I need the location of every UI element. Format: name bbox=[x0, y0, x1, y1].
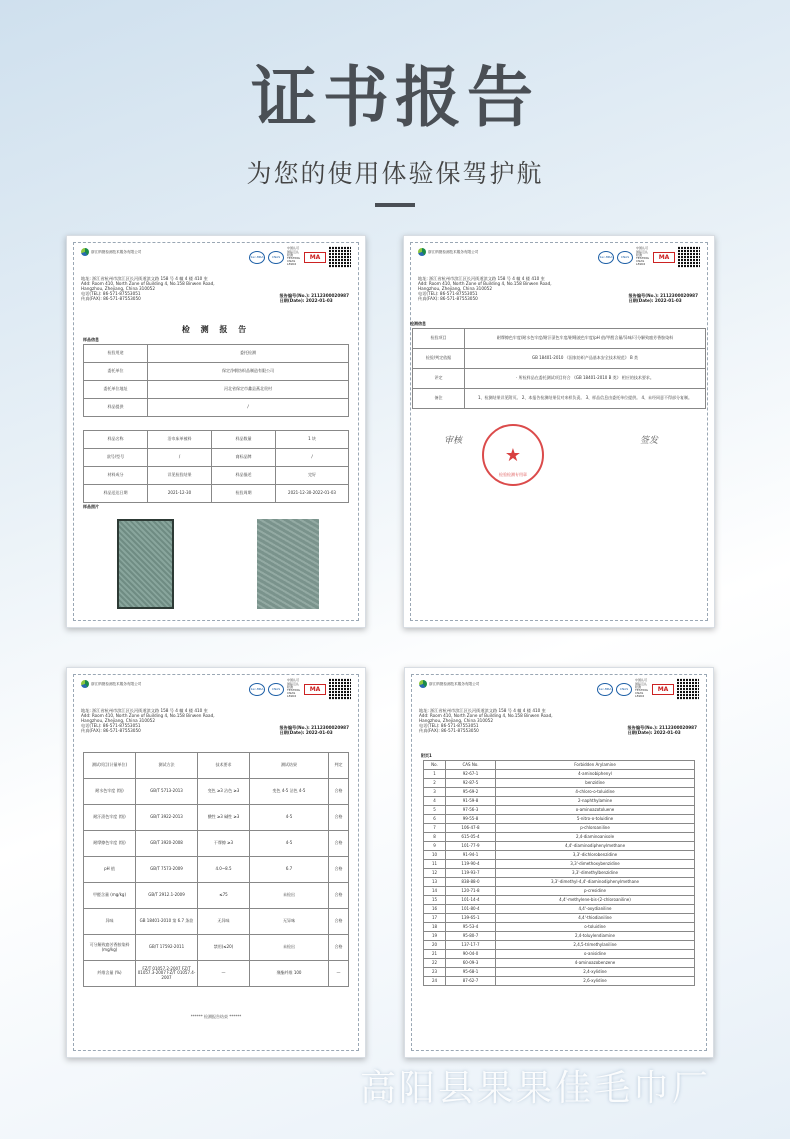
report-meta bbox=[279, 725, 349, 735]
table-cell: 委托单位 bbox=[84, 363, 148, 381]
table-row bbox=[424, 815, 695, 824]
address-en-city: Hangzhou, Zhejiang, China 310052 bbox=[418, 286, 493, 291]
report-date: 日期(Date): 2022-01-03 bbox=[279, 298, 333, 303]
table-row bbox=[413, 329, 706, 349]
table-cell: 18 bbox=[424, 923, 446, 932]
table-cell: 1 bbox=[424, 770, 446, 779]
lab-address bbox=[418, 276, 552, 301]
table-cell: 3,3'-dichlorobenzidine bbox=[496, 851, 695, 860]
table-cell: 纤维含量 (%) bbox=[84, 961, 136, 987]
table-row bbox=[424, 824, 695, 833]
table-cell: 10 bbox=[424, 851, 446, 860]
table-cell: o-toluidine bbox=[496, 923, 695, 932]
accreditation-logos bbox=[249, 678, 351, 700]
table-cell: 23 bbox=[424, 968, 446, 977]
table-cell: 2,4-diaminoanisole bbox=[496, 833, 695, 842]
photo-label: 样品照片 bbox=[83, 504, 99, 509]
table-cell: 16 bbox=[424, 905, 446, 914]
table-row bbox=[424, 806, 695, 815]
table-cell: 2,4-xylidine bbox=[496, 968, 695, 977]
table-row bbox=[84, 381, 349, 399]
table-cell: 合格 bbox=[329, 831, 349, 857]
table-cell: 90-04-0 bbox=[446, 950, 496, 959]
sample-photo bbox=[117, 519, 174, 609]
lab-fax: 传真(FAX): 86-571-87553050 bbox=[81, 728, 141, 733]
lab-tel: 电话(TEL): 86-571-87553051 bbox=[81, 291, 141, 296]
lab-logo-icon bbox=[81, 680, 89, 688]
table-cell: 20 bbox=[424, 941, 446, 950]
table-cell: 样品描述 bbox=[212, 467, 276, 485]
table-cell: 3,3'-dimethyl-4,4'-diaminodiphenylmethane bbox=[496, 878, 695, 887]
lab-name: 浙江纳捷检测技术服务有限公司 bbox=[91, 250, 142, 254]
table-row bbox=[424, 887, 695, 896]
table-cell: 未检出 bbox=[250, 935, 329, 961]
qr-code-icon bbox=[329, 678, 351, 700]
lab-fax: 传真(FAX): 86-571-87553050 bbox=[81, 296, 141, 301]
table-header-cell: 判定 bbox=[329, 753, 349, 779]
ilac-logo-icon: ilac-MRA bbox=[249, 683, 265, 696]
store-watermark: 高阳县果果佳毛巾厂 bbox=[360, 1068, 712, 1109]
table-row bbox=[84, 779, 349, 805]
table-cell: 19 bbox=[424, 932, 446, 941]
table-cell: 异味 bbox=[84, 909, 136, 935]
table-cell: 101-80-4 bbox=[446, 905, 496, 914]
table-cell: 92-87-5 bbox=[446, 779, 496, 788]
table-cell: 4-5 bbox=[250, 805, 329, 831]
table-cell: ≤75 bbox=[198, 883, 250, 909]
table-row bbox=[424, 968, 695, 977]
table-cell: 2021-12-30 bbox=[148, 485, 212, 503]
table-cell: 13 bbox=[424, 878, 446, 887]
table-cell: 6 bbox=[424, 815, 446, 824]
lab-name: 浙江纳捷检测技术服务有限公司 bbox=[429, 682, 480, 686]
table-cell: 3,3'-dimethylbenzidine bbox=[496, 869, 695, 878]
doc-title: 检 测 报 告 bbox=[181, 325, 251, 334]
lab-logo-icon bbox=[418, 248, 426, 256]
table-cell: p-cresidine bbox=[496, 887, 695, 896]
address-cn: 地址: 浙江省杭州市滨江区长河街道滨文路 158 号 4 幢 4 楼 410 室 bbox=[81, 276, 208, 281]
address-en-city: Hangzhou, Zhejiang, China 310052 bbox=[81, 718, 156, 723]
ma-logo-icon: MA bbox=[304, 684, 326, 695]
ilac-logo-icon: ilac-MRA bbox=[249, 251, 265, 264]
lab-name: 浙江纳捷检测技术服务有限公司 bbox=[91, 682, 142, 686]
table-row bbox=[424, 896, 695, 905]
table-cell: pH 值 bbox=[84, 857, 136, 883]
table-cell: 2,4-toluylendiamine bbox=[496, 932, 695, 941]
table-cell: 无异味 bbox=[250, 909, 329, 935]
table-row bbox=[424, 779, 695, 788]
section-label: 附页1 bbox=[421, 753, 432, 758]
table-cell: 1、检测结果详见附页。 2、本报告检测结果仅对来样负责。 3、样品信息由委托单位提供。 4、未经同意不得部分复制。 bbox=[465, 389, 706, 409]
table-cell: 91-94-1 bbox=[446, 851, 496, 860]
table-row bbox=[424, 878, 695, 887]
ma-logo-icon: MA bbox=[304, 252, 326, 263]
qr-code-icon bbox=[678, 246, 700, 268]
table-cell: 5-nitro-o-toluidine bbox=[496, 815, 695, 824]
table-cell: 检验周期 bbox=[212, 485, 276, 503]
table-cell: 备注 bbox=[413, 389, 465, 409]
table-cell: 聚酯纤维 100 bbox=[250, 961, 329, 987]
address-cn: 地址: 浙江省杭州市滨江区长河街道滨文路 158 号 4 幢 4 楼 410 室 bbox=[419, 708, 546, 713]
table-cell: 119-90-4 bbox=[446, 860, 496, 869]
cnas-logo-icon: CNAS bbox=[616, 683, 632, 696]
table-cell: — bbox=[329, 961, 349, 987]
table-cell: 22 bbox=[424, 959, 446, 968]
lab-logo-icon bbox=[81, 248, 89, 256]
table-cell: 119-93-7 bbox=[446, 869, 496, 878]
table-cell: 4,4'-oxydianiline bbox=[496, 905, 695, 914]
table-row bbox=[424, 797, 695, 806]
table-cell: 样品名称 bbox=[84, 431, 148, 449]
table-row bbox=[84, 909, 349, 935]
lab-address bbox=[81, 708, 215, 733]
issuer-signature: 签发 bbox=[640, 436, 659, 446]
cnas-logo-icon: CNAS bbox=[268, 683, 284, 696]
table-row bbox=[84, 449, 349, 467]
report-header bbox=[418, 246, 700, 280]
table-row bbox=[84, 805, 349, 831]
report-meta bbox=[627, 725, 697, 735]
table-cell: 材料成分 bbox=[84, 467, 148, 485]
table-cell: 委托检测 bbox=[148, 345, 349, 363]
page-title: 证书报告 bbox=[251, 59, 539, 136]
page-subtitle: 为您的使用体验保驾护航 bbox=[246, 159, 544, 188]
report-number: 报告编号(No.): 2112300020987 bbox=[627, 725, 697, 730]
table-cell: 评定 bbox=[413, 369, 465, 389]
accreditation-logos bbox=[598, 246, 700, 268]
report-card-conclusion bbox=[403, 235, 715, 628]
table-cell: 2,4,5-trimethylaniline bbox=[496, 941, 695, 950]
table-row bbox=[84, 831, 349, 857]
table-header-cell: Forbidden Arylamine bbox=[496, 761, 695, 770]
table-cell: 2-naphthylamine bbox=[496, 797, 695, 806]
table-cell: 河北省保定市蠡县燕北贵村 bbox=[148, 381, 349, 399]
table-header-cell: 测试项目(计量单位) bbox=[84, 753, 136, 779]
address-en: Add: Room 410, North Zone of Building 4, No.158 Binwen Road, bbox=[419, 713, 553, 718]
accreditation-logos bbox=[249, 246, 351, 268]
reviewer-signature: 审核 bbox=[444, 436, 463, 446]
table-cell: 委托单位地址 bbox=[84, 381, 148, 399]
table-cell: 5 bbox=[424, 806, 446, 815]
table-cell: 合格 bbox=[329, 805, 349, 831]
table-cell: 合格 bbox=[329, 779, 349, 805]
sample-detail-table bbox=[83, 430, 349, 503]
table-row bbox=[84, 345, 349, 363]
table-cell: 4-aminobiphenyl bbox=[496, 770, 695, 779]
table-cell: 耐汗渍色牢度 (级) bbox=[84, 805, 136, 831]
table-cell: benzidine bbox=[496, 779, 695, 788]
report-number: 报告编号(No.): 2112300020987 bbox=[279, 293, 349, 298]
table-cell: 8 bbox=[424, 833, 446, 842]
table-cell: 91-59-8 bbox=[446, 797, 496, 806]
cnas-text: 中国认可 国际互认 检测 TESTING CNAS L8902 bbox=[636, 246, 649, 267]
ilac-logo-icon: ilac-MRA bbox=[598, 251, 614, 264]
table-cell: 4.0~8.5 bbox=[198, 857, 250, 883]
stamp-star-icon: ★ bbox=[504, 444, 522, 466]
table-cell: 2021-12-30-2022-01-03 bbox=[276, 485, 349, 503]
table-cell: GB/T 3920-2008 bbox=[136, 831, 198, 857]
table-cell: 101-14-4 bbox=[446, 896, 496, 905]
table-header-cell: CAS No. bbox=[446, 761, 496, 770]
table-cell: 15 bbox=[424, 896, 446, 905]
table-cell: 14 bbox=[424, 887, 446, 896]
table-cell: — bbox=[198, 961, 250, 987]
table-cell: 检验项目 bbox=[413, 329, 465, 349]
address-en: Add: Room 410, North Zone of Building 4, No.158 Binwen Road, bbox=[418, 281, 552, 286]
test-results-table bbox=[83, 752, 349, 987]
table-header-cell: 技术要求 bbox=[198, 753, 250, 779]
table-header-cell: 测试结果 bbox=[250, 753, 329, 779]
lab-tel: 电话(TEL): 86-571-87553051 bbox=[419, 723, 479, 728]
table-cell: 商标品牌 bbox=[212, 449, 276, 467]
table-row bbox=[84, 467, 349, 485]
table-row bbox=[84, 883, 349, 909]
table-cell: 139-65-1 bbox=[446, 914, 496, 923]
lab-tel: 电话(TEL): 86-571-87553051 bbox=[418, 291, 478, 296]
address-cn: 地址: 浙江省杭州市滨江区长河街道滨文路 158 号 4 幢 4 楼 410 室 bbox=[81, 708, 208, 713]
table-cell: 样品数量 bbox=[212, 431, 276, 449]
table-cell: 可分解致癌芳香胺染料 (mg/kg) bbox=[84, 935, 136, 961]
table-row bbox=[424, 851, 695, 860]
table-cell: 92-67-1 bbox=[446, 770, 496, 779]
table-cell: 未检出 bbox=[250, 883, 329, 909]
table-cell: p-chloroaniline bbox=[496, 824, 695, 833]
table-cell: 11 bbox=[424, 860, 446, 869]
table-cell: 合格 bbox=[329, 935, 349, 961]
table-cell: / bbox=[148, 449, 212, 467]
table-cell: 4-chloro-o-toluidine bbox=[496, 788, 695, 797]
cnas-text: 中国认可 国际互认 检测 TESTING CNAS L8902 bbox=[635, 678, 648, 699]
ilac-logo-icon: ilac-MRA bbox=[597, 683, 613, 696]
table-cell: 21 bbox=[424, 950, 446, 959]
table-cell: 17 bbox=[424, 914, 446, 923]
table-cell: FZ/T 01057.2-2007 FZ/T 01057.3-2007 FZ/T 01057.4-2007 bbox=[136, 961, 198, 987]
table-cell: GB/T 5713-2013 bbox=[136, 779, 198, 805]
table-row bbox=[424, 869, 695, 878]
table-cell: GB 18401-2010 第 6.7 条款 bbox=[136, 909, 198, 935]
lab-fax: 传真(FAX): 86-571-87553050 bbox=[418, 296, 478, 301]
table-cell: GB/T 7573-2009 bbox=[136, 857, 198, 883]
table-cell: 样品提供 bbox=[84, 399, 148, 417]
table-row bbox=[84, 399, 349, 417]
table-cell: 3 bbox=[424, 788, 446, 797]
table-row bbox=[84, 485, 349, 503]
table-cell: GB/T 2912.1-2009 bbox=[136, 883, 198, 909]
cnas-text: 中国认可 国际互认 检测 TESTING CNAS L8902 bbox=[287, 678, 300, 699]
table-row bbox=[424, 833, 695, 842]
table-cell: / bbox=[148, 399, 349, 417]
table-cell: 耐摩擦色牢度 (级) bbox=[84, 831, 136, 857]
address-en-city: Hangzhou, Zhejiang, China 310052 bbox=[81, 286, 156, 291]
report-number: 报告编号(No.): 2112300020987 bbox=[279, 725, 349, 730]
table-cell: 137-17-7 bbox=[446, 941, 496, 950]
table-cell: 6.7 bbox=[250, 857, 329, 883]
table-row bbox=[424, 941, 695, 950]
table-row bbox=[424, 959, 695, 968]
table-cell: 酸性 ≥3 碱性 ≥3 bbox=[198, 805, 250, 831]
lab-tel: 电话(TEL): 86-571-87553051 bbox=[81, 723, 141, 728]
table-cell: 24 bbox=[424, 977, 446, 986]
cnas-logo-icon: CNAS bbox=[268, 251, 284, 264]
test-info-table bbox=[412, 328, 706, 409]
table-cell: 4,4'-diaminodiphenylmethane bbox=[496, 842, 695, 851]
ma-logo-icon: MA bbox=[653, 252, 675, 263]
table-cell: GB/T 17592-2011 bbox=[136, 935, 198, 961]
table-cell: 106-47-8 bbox=[446, 824, 496, 833]
table-header-cell: No. bbox=[424, 761, 446, 770]
table-cell: 120-71-8 bbox=[446, 887, 496, 896]
table-cell: 变色 4-5 沾色 4-5 bbox=[250, 779, 329, 805]
table-cell: 干摩擦 ≥3 bbox=[198, 831, 250, 857]
address-en-city: Hangzhou, Zhejiang, China 310052 bbox=[419, 718, 494, 723]
sample-info-table bbox=[83, 344, 349, 417]
report-number: 报告编号(No.): 2112300020987 bbox=[628, 293, 698, 298]
table-cell: 87-62-7 bbox=[446, 977, 496, 986]
table-cell: 4-aminoazobenzene bbox=[496, 959, 695, 968]
table-row bbox=[413, 389, 706, 409]
ma-logo-icon: MA bbox=[652, 684, 674, 695]
report-end-note: ****** 检测报告结束 ****** bbox=[190, 1014, 242, 1019]
report-date: 日期(Date): 2022-01-03 bbox=[279, 730, 333, 735]
section-label: 样品信息 bbox=[83, 337, 99, 342]
report-meta bbox=[628, 293, 698, 303]
address-en: Add: Room 410, North Zone of Building 4, No.158 Binwen Road, bbox=[81, 281, 215, 286]
stamp-text: 检验检测专用章 bbox=[499, 472, 527, 477]
table-row bbox=[84, 363, 349, 381]
report-date: 日期(Date): 2022-01-03 bbox=[627, 730, 681, 735]
table-row bbox=[424, 905, 695, 914]
table-cell: 详见检验结果 bbox=[148, 467, 212, 485]
table-cell: 95-68-1 bbox=[446, 968, 496, 977]
table-cell: 耐摩擦色牢度/耐水色牢度/耐汗渍色牢度/耐唾液色牢度/pH 值/甲醛含量/异味/可分解致癌芳香胺染料 bbox=[465, 329, 706, 349]
address-en: Add: Room 410, North Zone of Building 4, No.158 Binwen Road, bbox=[81, 713, 215, 718]
arylamine-table bbox=[423, 760, 695, 986]
report-card-results bbox=[66, 667, 366, 1058]
table-cell: 完好 bbox=[276, 467, 349, 485]
table-row bbox=[413, 369, 706, 389]
report-header bbox=[81, 246, 351, 280]
table-cell: 60-09-3 bbox=[446, 959, 496, 968]
table-row bbox=[424, 923, 695, 932]
table-cell: 甲醛含量 (mg/kg) bbox=[84, 883, 136, 909]
accreditation-logos bbox=[597, 678, 699, 700]
report-date: 日期(Date): 2022-01-03 bbox=[628, 298, 682, 303]
table-header-cell: 测试方法 bbox=[136, 753, 198, 779]
table-row bbox=[424, 842, 695, 851]
table-cell: 合格 bbox=[329, 883, 349, 909]
title-divider bbox=[375, 203, 415, 207]
table-cell: 99-55-8 bbox=[446, 815, 496, 824]
table-cell: o-aminoazotoluene bbox=[496, 806, 695, 815]
table-cell: 1 块 bbox=[276, 431, 349, 449]
table-cell: 4-5 bbox=[250, 831, 329, 857]
table-cell: 101-77-9 bbox=[446, 842, 496, 851]
table-cell: o-anisidine bbox=[496, 950, 695, 959]
table-cell: 款号/型号 bbox=[84, 449, 148, 467]
qr-code-icon bbox=[677, 678, 699, 700]
table-cell: GB 18401-2010 《国家纺织产品基本安全技术规范》 B 类 bbox=[465, 349, 706, 369]
table-cell: 12 bbox=[424, 869, 446, 878]
report-meta bbox=[279, 293, 349, 303]
table-cell: 4,4'-methylene-bis-(2-chloroaniline) bbox=[496, 896, 695, 905]
table-row bbox=[424, 770, 695, 779]
lab-logo-icon bbox=[419, 680, 427, 688]
table-cell: 838-88-0 bbox=[446, 878, 496, 887]
table-cell: 3,3'-dimethoxybenzidine bbox=[496, 860, 695, 869]
table-row bbox=[84, 961, 349, 987]
qr-code-icon bbox=[329, 246, 351, 268]
table-cell: 无异味 bbox=[198, 909, 250, 935]
report-header bbox=[419, 678, 699, 712]
table-cell: 7 bbox=[424, 824, 446, 833]
table-cell: 95-53-4 bbox=[446, 923, 496, 932]
table-cell: 浴巾床单被料 bbox=[148, 431, 212, 449]
table-cell: 4,4'-thiodianiline bbox=[496, 914, 695, 923]
official-stamp bbox=[482, 424, 544, 486]
table-cell: 合格 bbox=[329, 909, 349, 935]
table-row bbox=[424, 860, 695, 869]
table-cell: 95-80-7 bbox=[446, 932, 496, 941]
table-cell: 检验/判定依据 bbox=[413, 349, 465, 369]
table-cell: 4 bbox=[424, 797, 446, 806]
table-row bbox=[424, 932, 695, 941]
table-row bbox=[424, 950, 695, 959]
table-cell: 保定净朝纺织品制造有限公司 bbox=[148, 363, 349, 381]
table-cell: 2,6-xylidine bbox=[496, 977, 695, 986]
table-cell: 97-56-3 bbox=[446, 806, 496, 815]
table-cell: / bbox=[276, 449, 349, 467]
report-card-appendix bbox=[404, 667, 714, 1058]
lab-address bbox=[81, 276, 215, 301]
table-row bbox=[84, 431, 349, 449]
lab-fax: 传真(FAX): 86-571-87553050 bbox=[419, 728, 479, 733]
table-row bbox=[84, 935, 349, 961]
table-cell: · 所检样品在委托测试项目符合 《GB 18401-2010 B 类》 相应的技术要求。 bbox=[465, 369, 706, 389]
table-cell: 检验用途 bbox=[84, 345, 148, 363]
table-cell: 2 bbox=[424, 779, 446, 788]
table-cell: GB/T 3922-2013 bbox=[136, 805, 198, 831]
table-cell: 耐水色牢度 (级) bbox=[84, 779, 136, 805]
table-cell: 变色 ≥3 沾色 ≥3 bbox=[198, 779, 250, 805]
lab-name: 浙江纳捷检测技术服务有限公司 bbox=[428, 250, 479, 254]
section-label: 检测信息 bbox=[410, 321, 426, 326]
table-cell: 样品送达日期 bbox=[84, 485, 148, 503]
table-row bbox=[424, 914, 695, 923]
report-card-cover bbox=[66, 235, 366, 628]
table-row bbox=[413, 349, 706, 369]
cnas-logo-icon: CNAS bbox=[617, 251, 633, 264]
table-cell: 合格 bbox=[329, 857, 349, 883]
table-row bbox=[84, 857, 349, 883]
report-header bbox=[81, 678, 351, 712]
table-row bbox=[424, 788, 695, 797]
table-cell: 95-69-2 bbox=[446, 788, 496, 797]
sample-photo bbox=[257, 519, 319, 609]
table-row bbox=[424, 977, 695, 986]
lab-address bbox=[419, 708, 553, 733]
table-cell: 615-05-4 bbox=[446, 833, 496, 842]
cnas-text: 中国认可 国际互认 检测 TESTING CNAS L8902 bbox=[287, 246, 300, 267]
address-cn: 地址: 浙江省杭州市滨江区长河街道滨文路 158 号 4 幢 4 楼 410 室 bbox=[418, 276, 545, 281]
table-cell: 禁用(≤20) bbox=[198, 935, 250, 961]
table-cell: 9 bbox=[424, 842, 446, 851]
